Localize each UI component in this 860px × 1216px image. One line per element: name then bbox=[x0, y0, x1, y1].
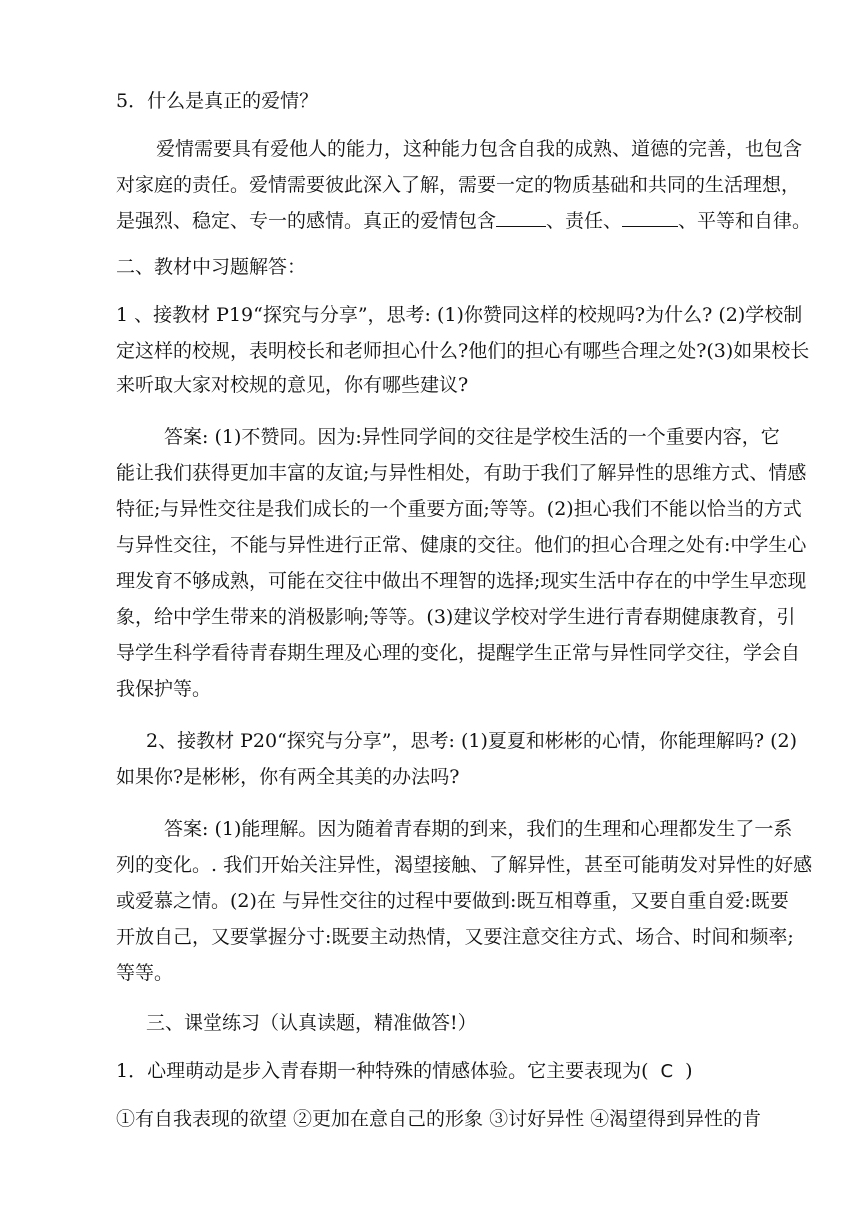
practice-question-1-options: ①有自我表现的欲望 ②更加在意自己的形象 ③讨好异性 ④渴望得到异性的肯 bbox=[116, 1108, 762, 1130]
fill-blank-2[interactable] bbox=[622, 208, 678, 227]
answer-1-line-5: 理发育不够成熟，可能在交往中做出不理智的选择;现实生活中存在的中学生早恋现 bbox=[116, 570, 807, 592]
answer-2-line-2: 列的变化。. 我们开始关注异性，渴望接触、了解异性，甚至可能萌发对异性的好感 bbox=[116, 854, 813, 876]
exercise-2-line-2: 如果你?是彬彬，你有两全其美的办法吗? bbox=[116, 766, 460, 788]
section-2-heading: 二、教材中习题解答： bbox=[116, 256, 307, 278]
exercise-1-line-3: 来听取大家对校规的意见，你有哪些建议? bbox=[116, 374, 469, 396]
question-5-title: 5．什么是真正的爱情？ bbox=[116, 90, 319, 112]
exercise-1-line-1: 1 、接教材 P19“探究与分享”，思考: (1)你赞同这样的校规吗?为什么? (2)学校制 bbox=[116, 304, 803, 326]
q5-line3-part-c: 、平等和自律。 bbox=[678, 210, 812, 232]
answer-1-line-7: 导学生科学看待青春期生理及心理的变化，提醒学生正常与异性同学交往，学会自 bbox=[116, 642, 801, 664]
answer-2-line-3: 或爱慕之情。(2)在 与异性交往的过程中要做到:既互相尊重，又要自重自爱:既要 bbox=[116, 890, 789, 912]
q5-line3-part-a: 是强烈、稳定、专一的感情。真正的爱情包含 bbox=[116, 210, 497, 232]
exercise-2-line-1: 2、接教材 P20“探究与分享”，思考: (1)夏夏和彬彬的心情，你能理解吗? (2) bbox=[146, 730, 798, 752]
answer-2-line-4: 开放自己，又要掌握分寸:既要主动热情，又要注意交往方式、场合、时间和频率; bbox=[116, 926, 794, 948]
answer-2-line-1: 答案: (1)能理解。因为随着青春期的到来，我们的生理和心理都发生了一系 bbox=[164, 818, 793, 840]
practice-question-1-answer: C bbox=[660, 1061, 674, 1082]
section-3-heading: 三、课堂练习（认真读题，精准做答!） bbox=[146, 1012, 477, 1034]
practice-question-1 bbox=[116, 1058, 693, 1085]
answer-1-line-2: 能让我们获得更加丰富的友谊;与异性相处，有助于我们了解异性的思维方式、情感 bbox=[116, 462, 807, 484]
exercise-1-line-2: 定这样的校规，表明校长和老师担心什么?他们的担心有哪些合理之处?(3)如果校长 bbox=[116, 340, 810, 362]
answer-1-line-1: 答案: (1)不赞同。因为:异性同学间的交往是学校生活的一个重要内容，它 bbox=[164, 426, 780, 448]
q5-paragraph-line-1: 爱情需要具有爱他人的能力，这种能力包含自我的成熟、道德的完善，也包含 bbox=[156, 138, 803, 160]
answer-1-line-6: 象，给中学生带来的消极影响;等等。(3)建议学校对学生进行青春期健康教育，引 bbox=[116, 606, 796, 628]
answer-2-line-5: 等等。 bbox=[116, 962, 174, 984]
answer-1-line-4: 与异性交往，不能与异性进行正常、健康的交往。他们的担心合理之处有:中学生心 bbox=[116, 534, 807, 556]
practice-question-1-close: ) bbox=[685, 1060, 693, 1082]
q5-paragraph-line-3 bbox=[116, 208, 811, 234]
practice-question-1-text: 1．心理萌动是步入青春期一种特殊的情感体验。它主要表现为( bbox=[116, 1060, 649, 1082]
answer-1-line-8: 我保护等。 bbox=[116, 678, 212, 700]
q5-line3-part-b: 、责任、 bbox=[546, 210, 623, 232]
answer-1-line-3: 特征;与异性交往是我们成长的一个重要方面;等等。(2)担心我们不能以恰当的方式 bbox=[116, 498, 802, 520]
fill-blank-1[interactable] bbox=[496, 208, 546, 227]
q5-paragraph-line-2: 对家庭的责任。爱情需要彼此深入了解，需要一定的物质基础和共同的生活理想， bbox=[116, 174, 801, 196]
